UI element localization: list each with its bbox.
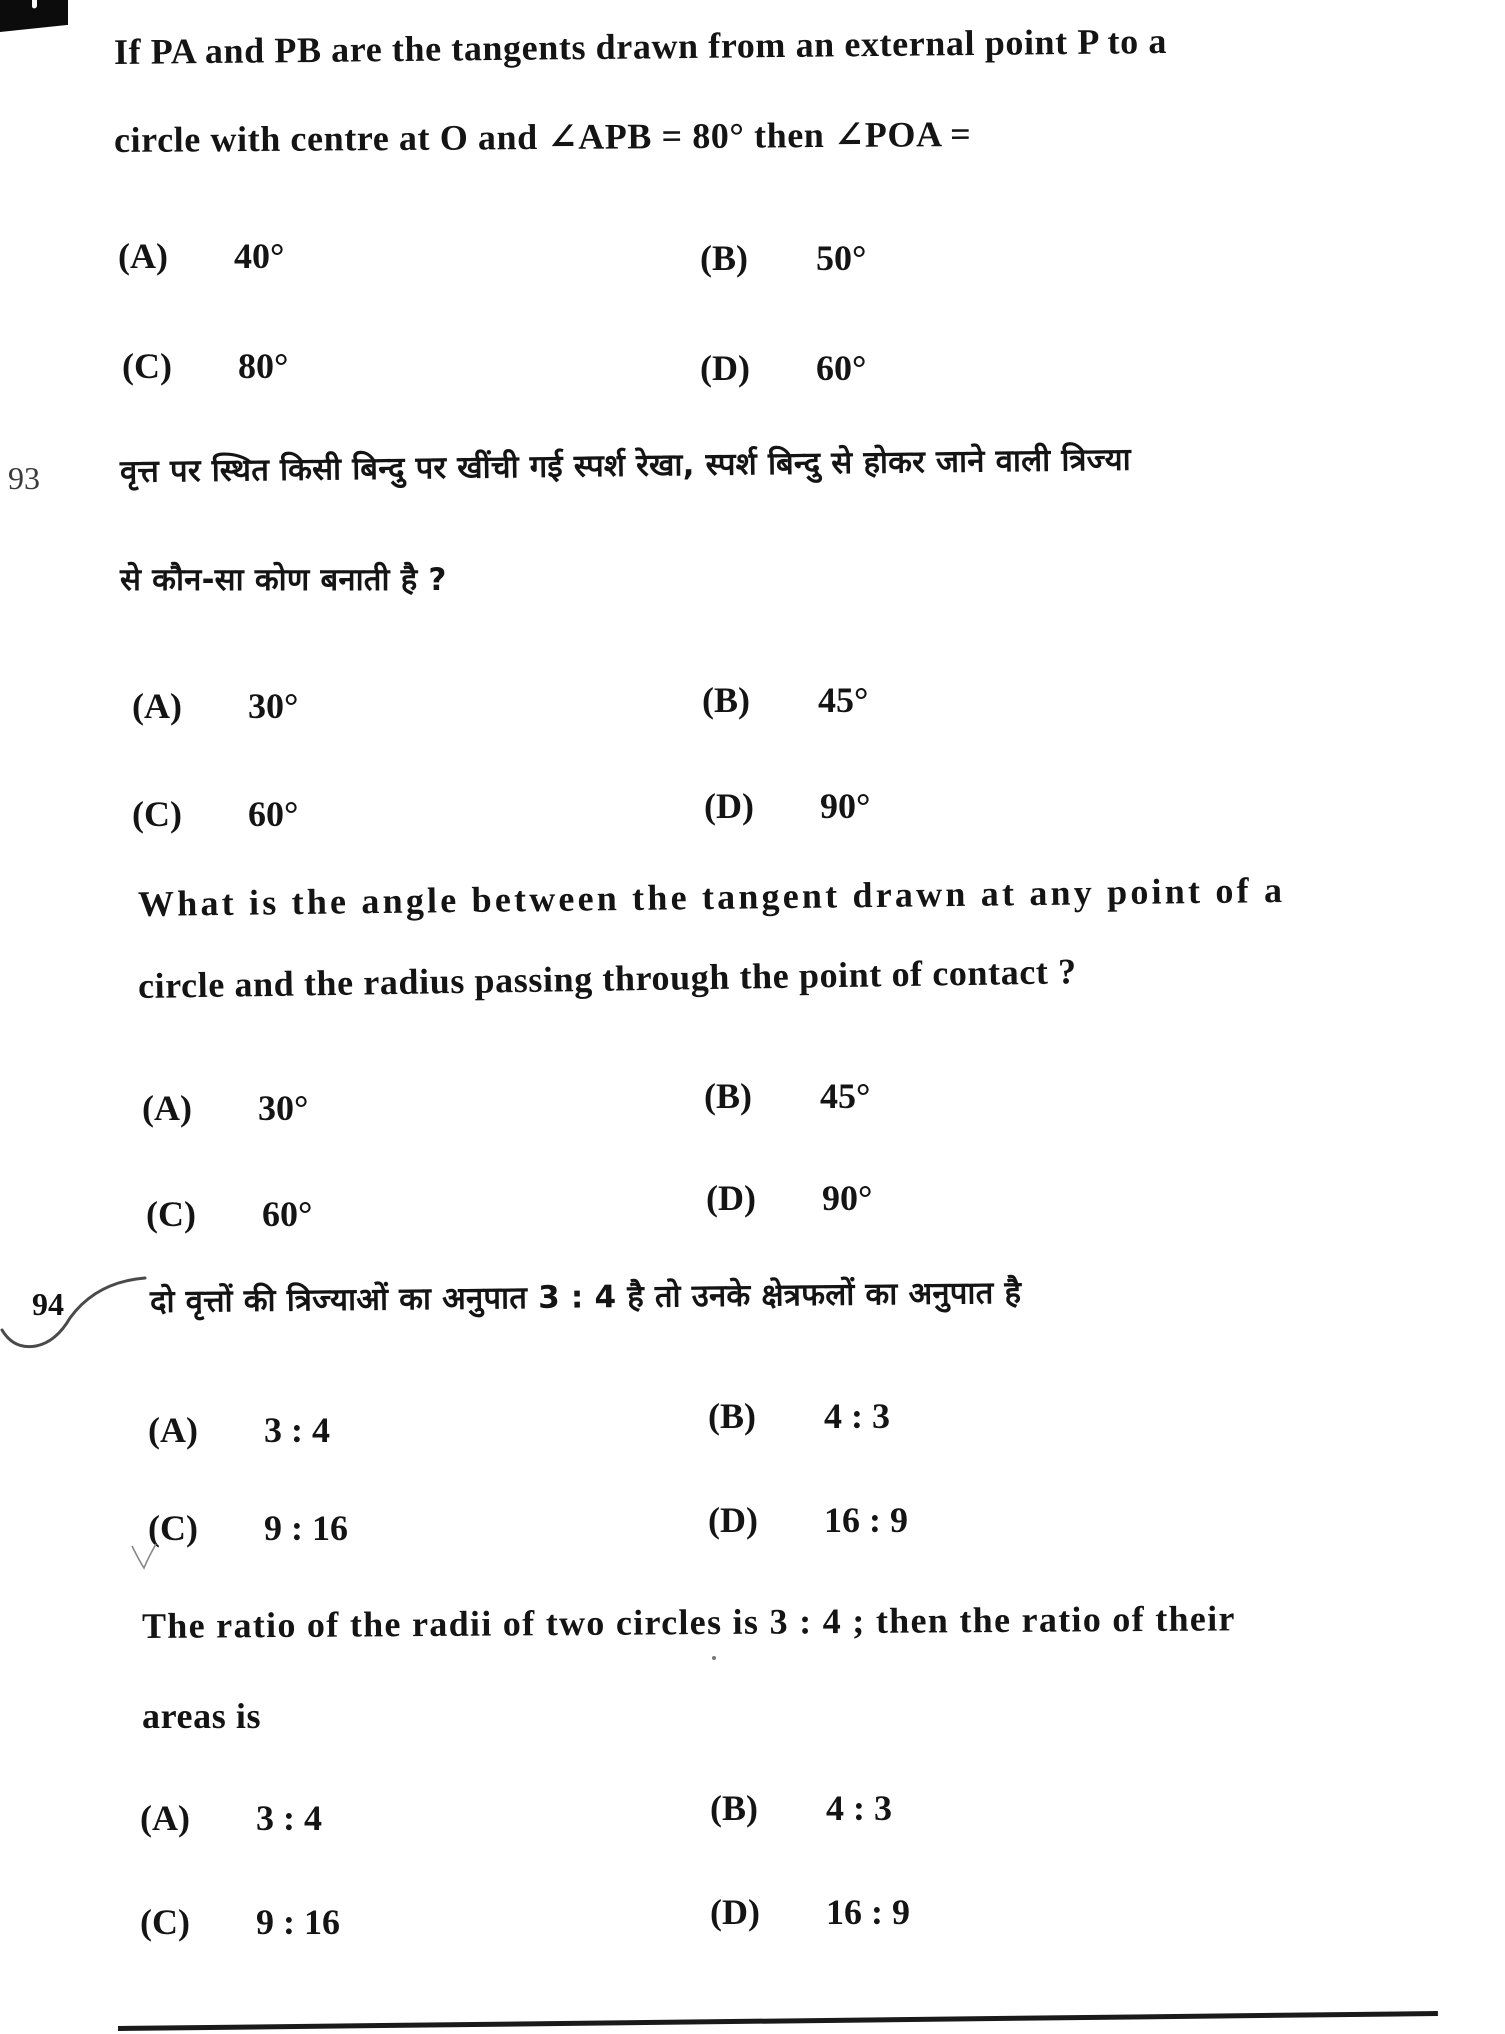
option-label: (D) (704, 786, 754, 826)
option-d[interactable] (700, 348, 866, 388)
option-value: 45° (818, 680, 869, 720)
option-value: 50° (816, 238, 867, 278)
option-c[interactable] (132, 794, 298, 834)
scan-speck (712, 1656, 716, 1660)
option-c[interactable] (122, 346, 288, 386)
option-a[interactable] (118, 236, 284, 276)
option-label: (B) (710, 1788, 758, 1828)
option-c[interactable] (148, 1508, 348, 1548)
option-value: 9 : 16 (256, 1902, 340, 1942)
option-value: 9 : 16 (264, 1508, 348, 1548)
question-text-line: areas is (142, 1696, 262, 1736)
option-d[interactable] (708, 1500, 908, 1540)
option-label: (C) (148, 1508, 198, 1548)
option-label: (B) (702, 680, 750, 720)
option-a[interactable] (148, 1410, 330, 1450)
question-text-line: What is the angle between the tangent drawn at any point of a (137, 869, 1286, 924)
option-value: 90° (820, 786, 871, 826)
question-text-line: If PA and PB are the tangents drawn from an external point P to a (113, 20, 1168, 72)
option-value: 60° (262, 1194, 313, 1234)
option-b[interactable] (702, 680, 868, 720)
option-label: (D) (708, 1500, 758, 1540)
option-label: (B) (704, 1076, 752, 1116)
question-number: 94 (32, 1286, 64, 1322)
option-label: (D) (706, 1178, 756, 1218)
pen-checkmark-icon (0, 1262, 160, 1352)
question-text-line: The ratio of the radii of two circles is 3 : 4 ; then the ratio of their (141, 1598, 1236, 1646)
option-b[interactable] (710, 1788, 892, 1828)
option-label: (A) (142, 1088, 192, 1128)
option-value: 3 : 4 (256, 1798, 322, 1838)
question-text-line: वृत्त पर स्थित किसी बिन्दु पर खींची गई स्पर्श रेखा, स्पर्श बिन्दु से होकर जाने वाली त्रिज्या (119, 441, 1132, 490)
option-value: 4 : 3 (826, 1788, 892, 1828)
question-text-line: circle and the radius passing through the point of contact ? (137, 951, 1077, 1006)
page-bottom-rule (118, 2011, 1438, 2031)
option-a[interactable] (132, 686, 298, 726)
option-label: (B) (708, 1396, 756, 1436)
option-label: (A) (140, 1798, 190, 1838)
option-c[interactable] (146, 1194, 312, 1234)
option-b[interactable] (708, 1396, 890, 1436)
option-value: 40° (234, 236, 285, 276)
option-a[interactable] (142, 1088, 308, 1128)
question-text-line: से कौन-सा कोण बनाती है ? (120, 562, 447, 598)
option-a[interactable] (140, 1798, 322, 1838)
option-value: 16 : 9 (826, 1892, 910, 1932)
option-value: 90° (822, 1178, 873, 1218)
question-text-line: circle with centre at O and ∠APB = 80° then ∠POA = (113, 114, 972, 160)
option-value: 30° (248, 686, 299, 726)
option-label: (D) (710, 1892, 760, 1932)
option-c[interactable] (140, 1902, 340, 1942)
option-label: (C) (140, 1902, 190, 1942)
corner-registration-mark (0, 0, 68, 32)
option-value: 30° (258, 1088, 309, 1128)
option-label: (A) (148, 1410, 198, 1450)
option-label: (C) (132, 794, 182, 834)
option-value: 3 : 4 (264, 1410, 330, 1450)
option-value: 16 : 9 (824, 1500, 908, 1540)
option-label: (A) (118, 236, 168, 276)
option-value: 45° (820, 1076, 871, 1116)
question-number: 93 (8, 460, 40, 496)
option-d[interactable] (704, 786, 870, 826)
option-b[interactable] (700, 238, 866, 278)
pen-tick-icon (130, 1540, 160, 1572)
option-d[interactable] (710, 1892, 910, 1932)
option-label: (C) (146, 1194, 196, 1234)
question-text-line: दो वृत्तों की त्रिज्याओं का अनुपात 3 : 4 है तो उनके क्षेत्रफलों का अनुपात है (149, 1274, 1022, 1320)
option-value: 80° (238, 346, 289, 386)
option-label: (A) (132, 686, 182, 726)
option-label: (C) (122, 346, 172, 386)
option-b[interactable] (704, 1076, 870, 1116)
option-d[interactable] (706, 1178, 872, 1218)
option-value: 4 : 3 (824, 1396, 890, 1436)
option-label: (D) (700, 348, 750, 388)
option-value: 60° (816, 348, 867, 388)
option-label: (B) (700, 238, 748, 278)
option-value: 60° (248, 794, 299, 834)
